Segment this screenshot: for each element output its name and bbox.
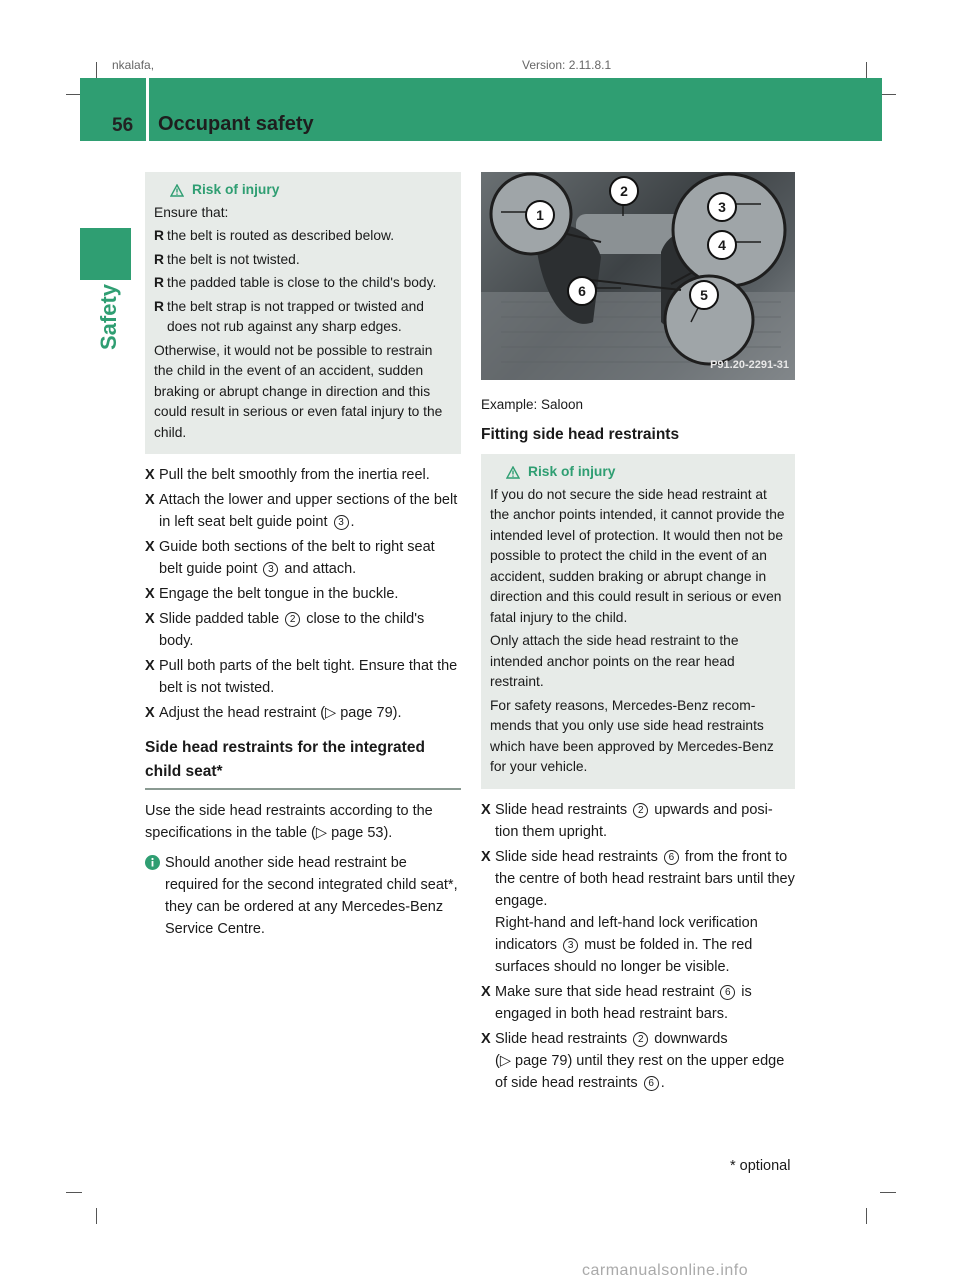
page-ref-icon: ▷ [315, 825, 328, 841]
print-version: Version: 2.11.8.1 [522, 58, 612, 72]
callout-3: 3 [707, 192, 737, 222]
instruction-step: X Guide both sections of the belt to right seat belt guide point 3 and attach. [145, 536, 461, 580]
warning-title-text: Risk of injury [528, 464, 616, 479]
list-item: R the belt is not twisted. [154, 250, 453, 271]
page-header [80, 78, 882, 141]
page-ref-icon: ▷ [325, 705, 337, 721]
instruction-step: X Engage the belt tongue in the buckle. [145, 583, 461, 605]
warning-title [490, 462, 787, 483]
instruction-step: X Pull the belt smoothly from the inertia reel. [145, 464, 461, 486]
callout-4: 4 [707, 230, 737, 260]
step-marker-icon: X [145, 658, 155, 674]
page-number: 56 [112, 115, 134, 136]
figure-code: P91.20-2291-31 [710, 359, 789, 371]
info-icon [145, 852, 161, 940]
print-author: nkalafa, [112, 58, 155, 72]
illustration-drawing [481, 172, 795, 380]
step-marker-icon: X [145, 539, 155, 555]
callout-ref: 2 [633, 803, 648, 818]
warning-title [154, 180, 453, 201]
step-marker-icon: X [145, 611, 155, 627]
crop-mark [96, 62, 97, 78]
list-item: R the belt is routed as described below. [154, 226, 453, 247]
step-marker-icon: X [145, 492, 155, 508]
callout-2: 2 [609, 176, 639, 206]
info-text: Should another side head restraint be required for the second integrated child seat*, they can be ordered at any Mercedes-Benz Service Centre. [165, 855, 458, 937]
step-marker-icon: X [145, 705, 155, 721]
list-item: R the belt strap is not trapped or twisted and does not rub against any sharp edges. [154, 297, 453, 338]
warning-intro: Ensure that: [154, 204, 229, 220]
page-title: Occupant safety [158, 113, 314, 135]
step-marker-icon: X [145, 467, 155, 483]
callout-ref: 6 [664, 850, 679, 865]
bullet-icon: R [154, 251, 164, 267]
bullet-icon: R [154, 275, 164, 290]
section-tab-block [80, 228, 131, 280]
warning-paragraph: If you do not secure the side head restraint at the anchor points intended, it cannot provide the intended level of protection. It would then not be possible to protect the child in the event of an accident, sudden braking or abrupt change in direction and this could result in serious or even fatal injury to the child. [490, 486, 785, 625]
body-paragraph: Use the side head restraints according to the specifications in the table (▷ page 53). [145, 803, 433, 841]
callout-ref: 3 [563, 938, 578, 953]
left-column [145, 172, 461, 940]
footnote-optional: * optional [730, 1158, 791, 1174]
instruction-step: X Pull both parts of the belt tight. Ensure that the belt is not twisted. [145, 655, 461, 699]
list-item: R the padded table is close to the child's body. [154, 273, 453, 294]
page-ref-icon: ▷ [499, 1052, 511, 1069]
crop-mark [880, 94, 896, 95]
callout-ref: 6 [644, 1076, 659, 1091]
head-restraint-illustration [481, 172, 795, 380]
instruction-step: X Adjust the head restraint (▷ page 79). [145, 702, 461, 724]
step-marker-icon: X [481, 1030, 491, 1047]
crop-mark [866, 1208, 867, 1224]
section-heading: Side head restraints for the integrated child seat* [145, 736, 461, 790]
page-ref-link[interactable]: page 79) until they rest on the upper edge of side head restraints [495, 1052, 785, 1091]
callout-ref: 3 [334, 515, 349, 530]
warning-triangle-icon [506, 466, 520, 479]
section-label: Safety [96, 283, 121, 350]
warning-outro: Otherwise, it would not be possible to restrain the child in the event of an accident, sudden braking or abrupt change in direction and this could result in serious or even fatal injury to the child. [154, 342, 443, 440]
figure-caption: Example: Saloon [481, 397, 584, 412]
instruction-step: X Attach the lower and upper sections of the belt in left seat belt guide point 3 . [145, 489, 461, 533]
crop-mark [96, 1208, 97, 1224]
warning-paragraph: For safety reasons, Mercedes-Benz recom-mends that you only use side head restraints which have been approved by Mercedes-Benz for your vehicle. [490, 697, 774, 774]
instruction-step: X Slide head restraints 2 downwards (▷ page 79) until they rest on the upper edge of side head restraints 6 . [481, 1028, 795, 1094]
page-ref-link[interactable]: page 79). [340, 705, 402, 721]
warning-title-text: Risk of injury [192, 182, 280, 197]
instruction-step: X Slide head restraints 2 upwards and posi-tion them upright. [481, 799, 795, 843]
warning-box [481, 454, 795, 789]
crop-mark [880, 1192, 896, 1193]
watermark-site: carmanualsonline.info [582, 1262, 749, 1279]
callout-ref: 2 [285, 612, 300, 627]
step-marker-icon: X [481, 801, 491, 818]
warning-triangle-icon [170, 184, 184, 197]
callout-ref: 3 [263, 562, 278, 577]
instruction-step: X Make sure that side head restraint 6 is engaged in both head restraint bars. [481, 981, 795, 1025]
callout-ref: 6 [720, 985, 735, 1000]
header-divider [146, 78, 149, 141]
callout-5: 5 [689, 280, 719, 310]
warning-box [145, 172, 461, 454]
step-marker-icon: X [481, 848, 491, 865]
step-marker-icon: X [145, 586, 155, 602]
crop-mark [866, 62, 867, 78]
warning-paragraph: Only attach the side head restraint to the intended anchor points on the rear head restraint. [490, 633, 739, 689]
step-marker-icon: X [481, 983, 491, 1000]
instruction-step: X Slide padded table 2 close to the child's body. [145, 608, 461, 652]
callout-ref: 2 [633, 1032, 648, 1047]
instruction-step: X Slide side head restraints 6 from the front to the centre of both head restraint bars until they engage. Right-hand and left-hand lock verification indicators 3 must be folded in. The red surfaces should no longer be visible. [481, 846, 795, 978]
info-note [145, 852, 461, 940]
crop-mark [66, 1192, 82, 1193]
page-ref-link[interactable]: page 53). [331, 825, 393, 841]
right-column [481, 172, 795, 1097]
bullet-icon: R [154, 298, 164, 314]
subsection-heading: Fitting side head restraints [481, 426, 680, 443]
callout-1: 1 [525, 200, 555, 230]
callout-6: 6 [567, 276, 597, 306]
bullet-icon: R [154, 228, 164, 243]
